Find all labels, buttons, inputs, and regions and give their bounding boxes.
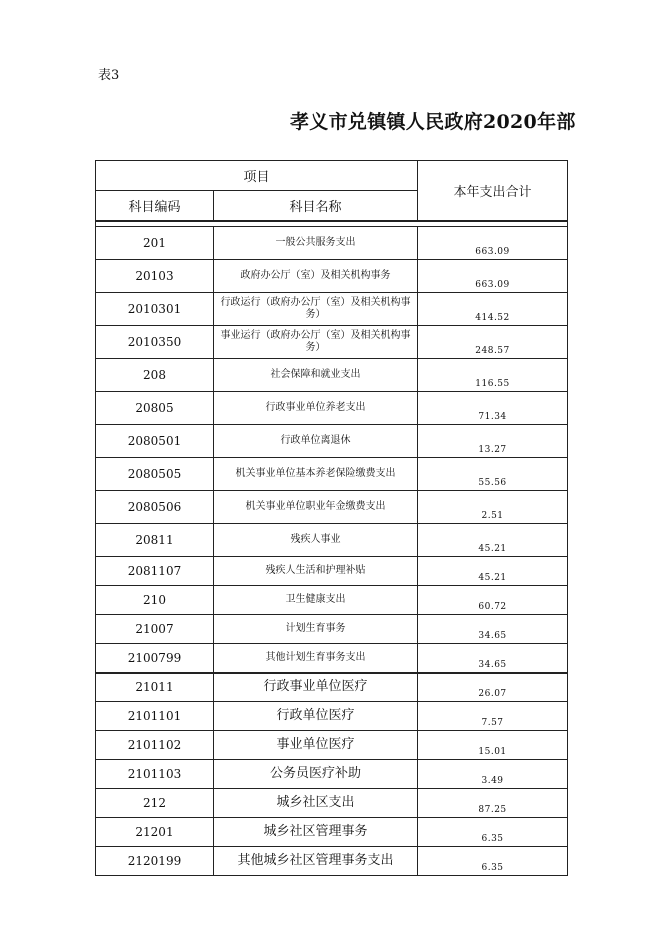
- row-amount: 45.21: [418, 524, 568, 557]
- table-row: [96, 586, 568, 615]
- row-amount: 248.57: [418, 326, 568, 359]
- row-amount: 3.49: [418, 760, 568, 789]
- row-code: 2120199: [96, 847, 214, 876]
- row-amount: 116.55: [418, 359, 568, 392]
- row-code: 21007: [96, 615, 214, 644]
- row-code: 2101101: [96, 702, 214, 731]
- table-row: [96, 458, 568, 491]
- table-row: [96, 359, 568, 392]
- table-row: [96, 847, 568, 876]
- table-row: [96, 293, 568, 326]
- table-row: [96, 702, 568, 731]
- row-name: 一般公共服务支出: [214, 227, 418, 260]
- table-row: [96, 326, 568, 359]
- row-name: 事业运行（政府办公厅（室）及相关机构事务）: [214, 326, 418, 359]
- header-code: 科目编码: [96, 191, 214, 222]
- row-name: 社会保障和就业支出: [214, 359, 418, 392]
- row-name: 卫生健康支出: [214, 586, 418, 615]
- row-amount: 414.52: [418, 293, 568, 326]
- row-code: 20805: [96, 392, 214, 425]
- row-code: 2101103: [96, 760, 214, 789]
- row-code: 2101102: [96, 731, 214, 760]
- row-code: 208: [96, 359, 214, 392]
- table-row: [96, 392, 568, 425]
- header-group: 项目: [96, 161, 418, 191]
- row-amount: 663.09: [418, 227, 568, 260]
- row-code: 2080501: [96, 425, 214, 458]
- row-name: 行政事业单位养老支出: [214, 392, 418, 425]
- row-name: 事业单位医疗: [214, 731, 418, 760]
- row-amount: 13.27: [418, 425, 568, 458]
- header-name: 科目名称: [214, 191, 418, 222]
- row-code: 20103: [96, 260, 214, 293]
- row-name: 残疾人事业: [214, 524, 418, 557]
- table-row: [96, 644, 568, 673]
- row-code: 2010301: [96, 293, 214, 326]
- row-amount: 2.51: [418, 491, 568, 524]
- row-amount: 15.01: [418, 731, 568, 760]
- row-name: 残疾人生活和护理补贴: [214, 557, 418, 586]
- page-title: 孝义市兑镇镇人民政府2020年部: [290, 111, 576, 133]
- table-row: [96, 425, 568, 458]
- row-name: 公务员医疗补助: [214, 760, 418, 789]
- row-amount: 45.21: [418, 557, 568, 586]
- row-name: 其他计划生育事务支出: [214, 644, 418, 673]
- table-row: [96, 557, 568, 586]
- table-label: 表3: [98, 68, 120, 83]
- table-row: [96, 673, 568, 702]
- row-amount: 26.07: [418, 673, 568, 702]
- row-code: 201: [96, 227, 214, 260]
- row-name: 其他城乡社区管理事务支出: [214, 847, 418, 876]
- row-code: 2100799: [96, 644, 214, 673]
- row-name: 城乡社区管理事务: [214, 818, 418, 847]
- row-amount: 55.56: [418, 458, 568, 491]
- table-row: [96, 760, 568, 789]
- row-amount: 87.25: [418, 789, 568, 818]
- table-row: [96, 818, 568, 847]
- row-code: 20811: [96, 524, 214, 557]
- row-name: 机关事业单位基本养老保险缴费支出: [214, 458, 418, 491]
- row-amount: 663.09: [418, 260, 568, 293]
- row-amount: 60.72: [418, 586, 568, 615]
- row-name: 行政事业单位医疗: [214, 673, 418, 702]
- row-code: 2010350: [96, 326, 214, 359]
- row-amount: 71.34: [418, 392, 568, 425]
- row-name: 行政运行（政府办公厅（室）及相关机构事务）: [214, 293, 418, 326]
- row-name: 政府办公厅（室）及相关机构事务: [214, 260, 418, 293]
- row-name: 机关事业单位职业年金缴费支出: [214, 491, 418, 524]
- row-name: 行政单位离退休: [214, 425, 418, 458]
- table-body: [96, 227, 568, 876]
- row-code: 210: [96, 586, 214, 615]
- table-row: [96, 491, 568, 524]
- row-code: 2081107: [96, 557, 214, 586]
- row-code: 2080505: [96, 458, 214, 491]
- table-row: [96, 524, 568, 557]
- header-total: 本年支出合计: [418, 161, 568, 222]
- row-code: 21201: [96, 818, 214, 847]
- table-row: [96, 227, 568, 260]
- row-name: 行政单位医疗: [214, 702, 418, 731]
- table-row: [96, 260, 568, 293]
- table-row: [96, 615, 568, 644]
- row-amount: 6.35: [418, 847, 568, 876]
- row-amount: 6.35: [418, 818, 568, 847]
- row-amount: 34.65: [418, 644, 568, 673]
- expenditure-table: [95, 160, 568, 876]
- row-amount: 34.65: [418, 615, 568, 644]
- row-code: 212: [96, 789, 214, 818]
- row-name: 计划生育事务: [214, 615, 418, 644]
- row-code: 21011: [96, 673, 214, 702]
- row-amount: 7.57: [418, 702, 568, 731]
- table-row: [96, 731, 568, 760]
- row-code: 2080506: [96, 491, 214, 524]
- row-name: 城乡社区支出: [214, 789, 418, 818]
- table-row: [96, 789, 568, 818]
